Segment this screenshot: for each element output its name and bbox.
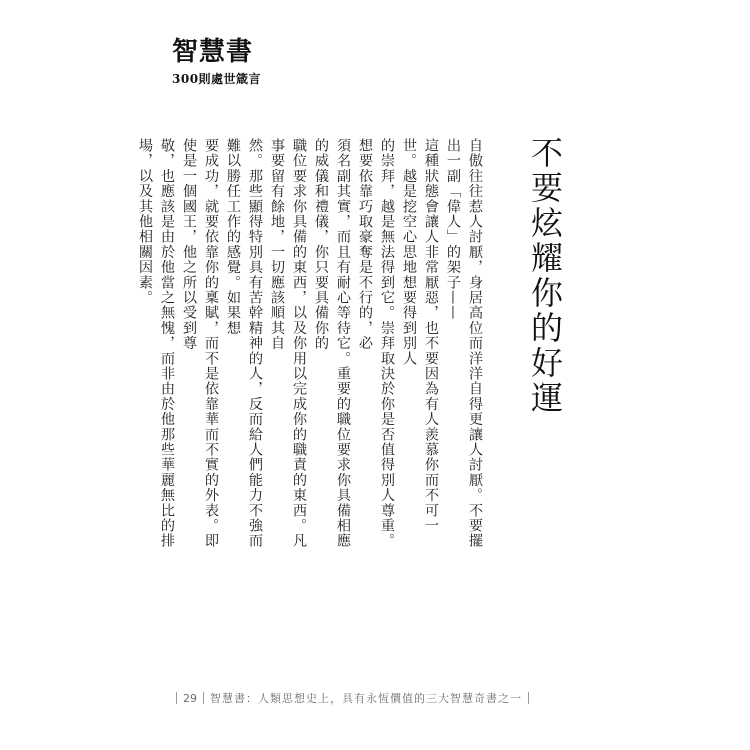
divider: [528, 692, 529, 704]
text-column: 要成功，就要依靠你的稟賦，而不是依靠華而不實的外表。即使是一個國王，他之所以受到尊: [181, 138, 219, 549]
divider: [176, 692, 177, 704]
text-column: 職位要求你具備的東西，以及你用以完成你的職責的東西。凡事要留有餘地，一切應該順其自: [269, 138, 307, 549]
chapter-title: 不要炫耀你的好運: [526, 136, 564, 416]
body-text: [134, 138, 486, 558]
text-column: 敬，也應該是由於他當之無愧，而非由於他那些華麗無比的排場，以及其他相關因素。: [137, 138, 175, 549]
text-column: 自傲往往惹人討厭，身居高位而洋洋自得更讓人討厭。不要擺出一副「偉人」的架子——: [445, 138, 483, 549]
text-column: 的崇拜，越是無法得到它。崇拜取決於你是否值得別人尊重。想要依靠巧取豪奪是不行的，必: [357, 138, 395, 549]
text-column: 然。那些顯得特別具有苦幹精神的人，反而給人們能力不強而難以勝任工作的感覺。如果想: [225, 138, 263, 549]
page-number: 29: [183, 691, 197, 705]
divider: [203, 692, 204, 704]
book-header: [172, 36, 261, 87]
page-footer: [170, 690, 535, 706]
book-subtitle: 300則處世箴言: [172, 72, 262, 86]
book-title: 智慧書: [172, 37, 254, 67]
running-title: 智慧書：人類思想史上，具有永恆價值的三大智慧奇書之一: [210, 692, 522, 705]
text-column: 這種狀態會讓人非常厭惡，也不要因為有人羨慕你而不可一世。越是挖空心思地想要得到別人: [401, 138, 439, 534]
text-column: 須名副其實，而且有耐心等待它。重要的職位要求你具備相應的威儀和禮儀，你只要具備你的: [313, 138, 351, 549]
